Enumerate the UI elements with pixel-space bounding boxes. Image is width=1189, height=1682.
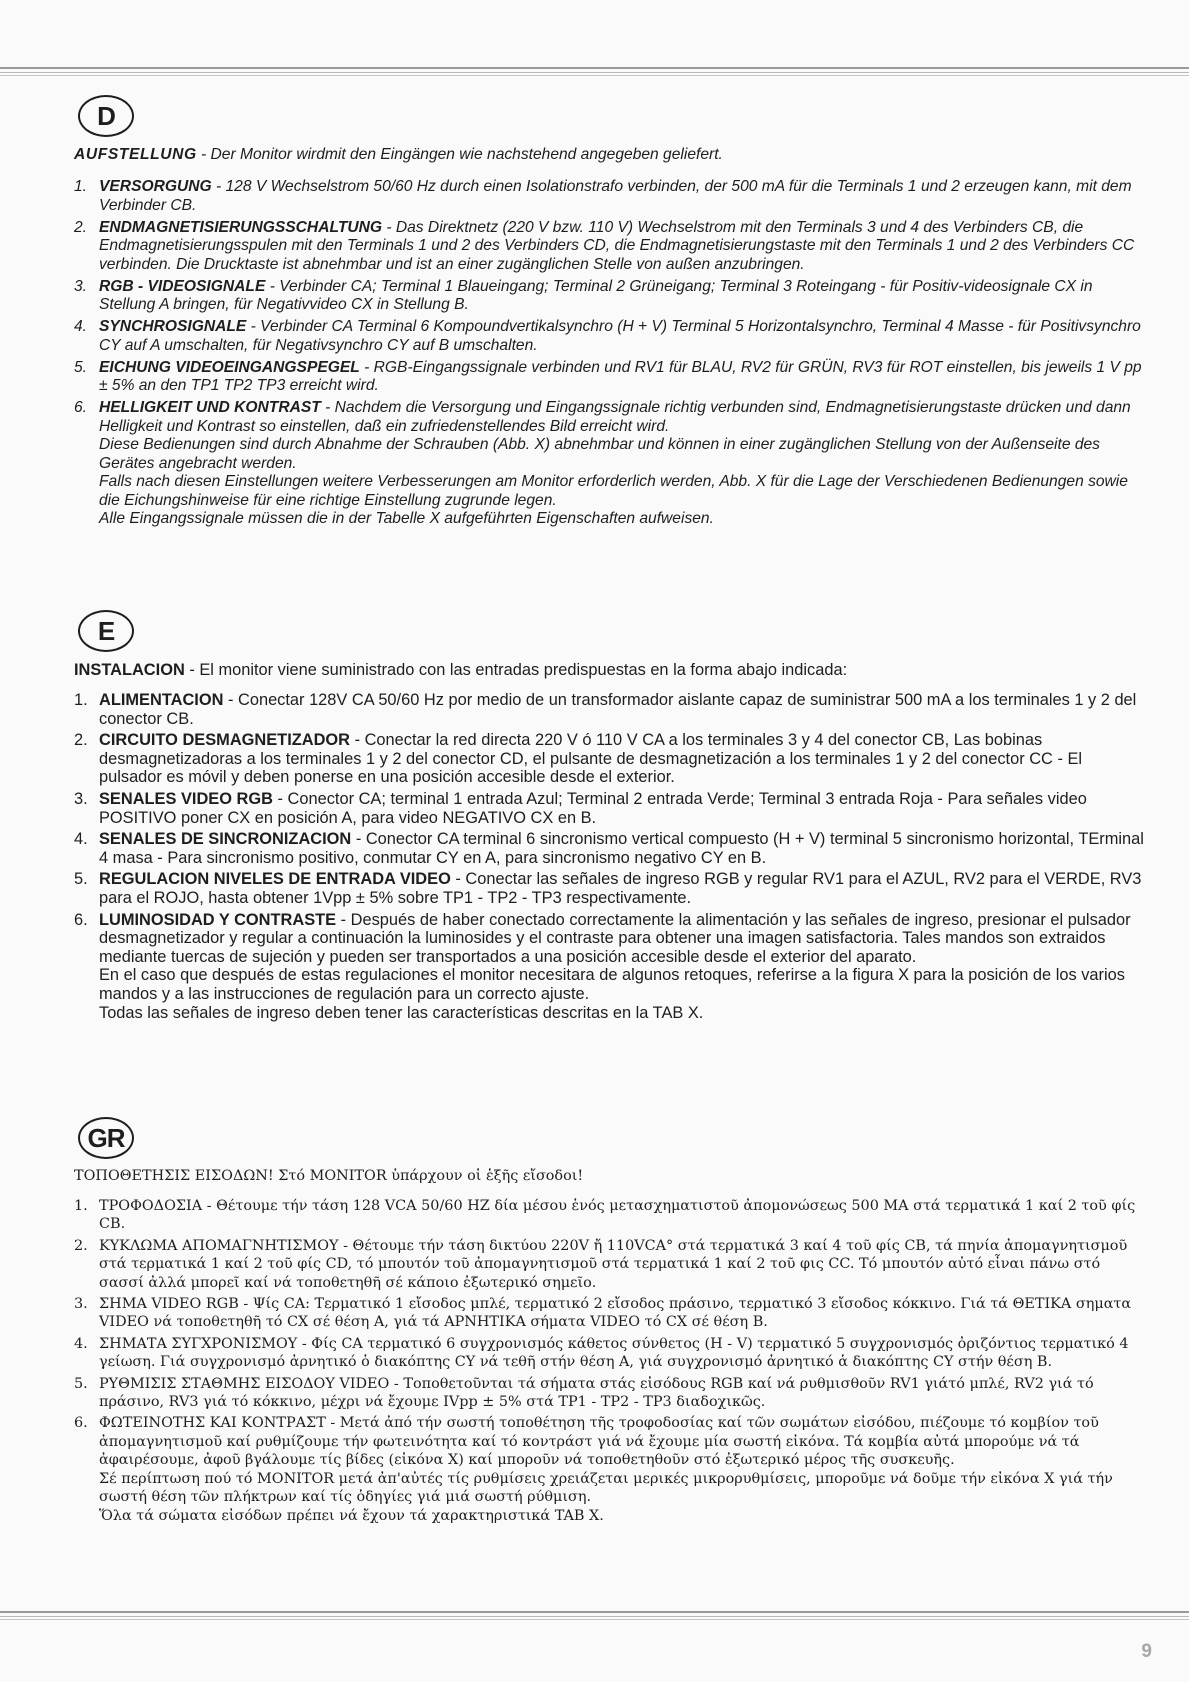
list-item: 3. RGB - VIDEOSIGNALE - Verbinder CA; Terminal 1 Blaueingang; Terminal 2 Grüneigang; Terminal 3 Roteingang - für Positiv-videosignale CX in Stellung A bringen, für Negativvideo CX in Stellung B. bbox=[74, 277, 1093, 313]
list-item: 5. ΡΥΘΜΙΣΙΣ ΣΤΑΘΜΗΣ ΕΙΣΟΔΟΥ VIDEO - Τοποθετοῦνται τά σήματα στάς εἰσόδους RGB καί νά ρυθμισθοῦν RV1 γιάτό μπλέ, RV2 γιά τό πράσινο, RV3 γιά τό κόκκινο, μέχρι νά ἔχουμε IVpp ± 5% στά TP1 - TP2 - TP3 διαδοχικῶς. bbox=[74, 1375, 1094, 1411]
instruction-list bbox=[74, 1197, 1146, 1528]
language-badge-gr: GR bbox=[78, 1117, 134, 1159]
list-item: 1. ALIMENTACION - Conectar 128V CA 50/60 Hz por medio de un transformador aislante capaz de suministrar 500 mA a los terminales 1 y 2 del conector CB. bbox=[74, 691, 1137, 728]
list-item: 6. HELLIGKEIT UND KONTRAST - Nachdem die Versorgung und Eingangssignale richtig verbunden sind, Endmagnetisierungstaste drücken und dann Helligkeit und Kontrast so einstellen, daß ein zufriedenstellendes Bild erreicht wird. Diese Bedienungen sind durch Abnahme der Schrauben (Abb. X) abnehmbar und können in einer zugänglichen Stellung von der Außenseite des Gerätes angebracht werden. Falls nach diesen Einstellungen weitere Verbesserungen am Monitor erforderlich werden, Abb. X für die Lage der Verschiedenen Bedienungen sowie die Eichungshinweise für eine richtige Einstellung zugrunde legen. Alle Eingangssignale müssen die in der Tabelle X aufgeführten Eigenschaften aufweisen. bbox=[74, 399, 1146, 529]
instruction-list bbox=[74, 691, 1146, 1025]
bottom-rule bbox=[0, 1611, 1189, 1620]
note-paragraph: Todas las señales de ingreso deben tener las características descritas en la TAB X. bbox=[99, 1003, 704, 1022]
language-badge-d: D bbox=[78, 95, 134, 137]
section-intro: AUFSTELLUNG - Der Monitor wirdmit den Eingängen wie nachstehend angegeben geliefert. bbox=[74, 146, 723, 163]
list-item: 4. SENALES DE SINCRONIZACION - Conector CA terminal 6 sincronismo vertical compuesto (H + V) terminal 5 sincronismo horizontal, TErminal 4 masa - Para sincronismo positivo, conmutar CY en A, para sincronismo negativo CY en B. bbox=[74, 830, 1144, 867]
list-item: 5. REGULACION NIVELES DE ENTRADA VIDEO - Conectar las señales de ingreso RGB y regular RV1 para el AZUL, RV2 para el VERDE, RV3 para el ROJO, hasta obtener 1Vpp ± 5% sobre TP1 - TP2 - TP3 respectivamente. bbox=[74, 870, 1142, 907]
list-item: 4. SYNCHROSIGNALE - Verbinder CA Terminal 6 Kompoundvertikalsynchro (H + V) Terminal 5 Horizontalsynchro, Terminal 4 Masse - für Positivsynchro CY auf A umschalten, für Negativsynchro CY auf B umschalten. bbox=[74, 318, 1141, 354]
note-paragraph: Alle Eingangssignale müssen die in der Tabelle X aufgeführten Eigenschaften aufweisen. bbox=[99, 510, 714, 527]
list-item: 2. ΚΥΚΛΩΜΑ ΑΠΟΜΑΓΝΗΤΙΣΜΟΥ - Θέτουμε τήν τάση δικτύου 220V ἤ 110VCA° στά τερματικά 3 καί 4 τοῦ φίς CB, τά πηνία ἀπομαγνητισμοῦ στά τερματικά 1 καί 2 τοῦ φίς CD, τό μπουτόν τοῦ ἀπομαγνητισμοῦ στά τερματικά 1 καί 2 τοῦ φις CC. Τό μπουτόν αὐτό εἶναι πάνω στό σασσί ἀλλά μπορεῖ καί νά τοποθετηθῆ σέ κάποιο ἐξωτερικό σημεῖο. bbox=[74, 1237, 1128, 1291]
list-item: 2. ENDMAGNETISIERUNGSSCHALTUNG - Das Direktnetz (220 V bzw. 110 V) Wechselstrom mit den Terminals 3 und 4 des Verbinders CB, die Endmagnetisierungsspulen mit den Terminals 1 und 2 des Verbinders CD, die Endmagnetisierungstaste mit den Terminals 1 und 2 des Verbinders CC verbinden. Die Drucktaste ist abnehmbar und ist an einer zugänglichen Stelle von außen anzubringen. bbox=[74, 218, 1135, 273]
list-item: 6. ΦΩΤΕΙΝΟΤΗΣ ΚΑΙ ΚΟΝΤΡΑΣΤ - Μετά ἀπό τήν σωστή τοποθέτηση τῆς τροφοδοσίας καί τῶν σωμάτων εἰσόδου, πιέζουμε τό κομβίον τοῦ ἀπομαγνητισμοῦ καί ρυθμίζουμε τήν φωτεινότητα καί τό κοντράστ γιά νά ἔχουμε μία σωστή εἰκόνα. Τά κομβία αὐτά μπορούμε νά τά ἀφαιρέσουμε, ἀφοῦ βγάλουμε τίς βίδες (εἰκόνα X) καί μποροῦν νά τοποθετηθοῦν στό ἐξωτερικό μέρος τῆς συσκευῆς. Σέ περίπτωση πού τό MONITOR μετά ἀπ'αὐτές τίς ρυθμίσεις χρειάζεται μερικές μικρορυθμίσεις, μποροῦμε νά δοῦμε τήν εἰκόνα X γιά τήν σωστή θέση τῶν πλήκτρων καί τίς ὁδηγίες γιά μιά σωστή ρύθμιση. Ὅλα τά σώματα εἰσόδων πρέπει νά ἔχουν τά χαρακτηριστικά TAB X. bbox=[74, 1414, 1146, 1524]
note-paragraph: Σέ περίπτωση πού τό MONITOR μετά ἀπ'αὐτές τίς ρυθμίσεις χρειάζεται μερικές μικρορυθμίσεις, μποροῦμε νά δοῦμε τήν εἰκόνα X γιά τήν σωστή θέση τῶν πλήκτρων καί τίς ὁδηγίες γιά μιά σωστή ρύθμιση. bbox=[99, 1470, 1113, 1506]
list-item: 4. ΣΗΜΑΤΑ ΣΥΓΧΡΟΝΙΣΜΟΥ - Φίς CA τερματικό 6 συγχρονισμός κάθετος σύνθετος (H - V) τερματικό 5 συγχρονισμός ὀριζόντιος τερματικό 4 γείωση. Γιά συγχρονισμό ἀρνητικό ὁ διακόπτης CY νά τεθῆ στήν θέση A, γιά συγχρονισμό ἀρνητικό ἁ διακόπτης CY στήν θέση B. bbox=[74, 1335, 1129, 1371]
list-item: 3. SENALES VIDEO RGB - Conector CA; terminal 1 entrada Azul; Terminal 2 entrada Verde; Terminal 3 entrada Roja - Para señales video POSITIVO poner CX en posición A, para video NEGATIVO CX en B. bbox=[74, 789, 1087, 827]
list-item: 1. ΤΡΟΦΟΔΟΣΙΑ - Θέτουμε τήν τάση 128 VCA 50/60 HZ δία μέσου ἑνός μετασχηματιστοῦ ἀπομονώσεως 500 MA στά τερματικά 1 καί 2 τοῦ φίς CB. bbox=[74, 1198, 1136, 1233]
note-paragraph: En el caso que después de estas regulaciones el monitor necesitara de algunos retoques, referirse a la figura X para la posición de los varios mandos y a las instrucciones de regulación para un correcto ajuste. bbox=[99, 966, 1125, 1003]
note-paragraph: Diese Bedienungen sind durch Abnahme der Schrauben (Abb. X) abnehmbar und können in einer zugänglichen Stellung von der Außenseite des Gerätes angebracht werden. bbox=[99, 436, 1100, 472]
top-rule bbox=[0, 67, 1189, 76]
list-item: 1. VERSORGUNG - 128 V Wechselstrom 50/60 Hz durch einen Isolationstrafo verbinden, der 500 mA für die Terminals 1 und 2 erzeugen kann, mit dem Verbinder CB. bbox=[74, 178, 1132, 214]
note-paragraph: Falls nach diesen Einstellungen weitere Verbesserungen am Monitor erforderlich werden, Abb. X für die Lage der Verschiedenen Bedienungen sowie die Eichungshinweise für eine richtige Einstellung zugrunde legen. bbox=[99, 473, 1128, 509]
list-item: 5. EICHUNG VIDEOEINGANGSPEGEL - RGB-Eingangssignale verbinden und RV1 für BLAU, RV2 für GRÜN, RV3 für ROT einstellen, bis jeweils 1 V pp ± 5% an den TP1 TP2 TP3 erreicht wird. bbox=[74, 358, 1142, 394]
list-item: 6. LUMINOSIDAD Y CONTRASTE - Después de haber conectado correctamente la alimentación y las señales de ingreso, presionar el pulsador desmagnetizador y regular a continuación la luminosides y el contraste para obtener una imagen satisfactoria. Tales mandos son extraidos mediante tuercas de sujeción y pueden ser transportados a una posición accesible desde el exterior del aparato. En el caso que después de estas regulaciones el monitor necesitara de algunos retoques, referirse a la figura X para la posición de los varios mandos y a las instrucciones de regulación para un correcto ajuste. Todas las señales de ingreso deben tener las características descritas en la TAB X. bbox=[74, 911, 1146, 1023]
language-badge-e: E bbox=[78, 610, 134, 652]
section-intro: INSTALACION - El monitor viene suministrado con las entradas predispuestas en la forma abajo indicada: bbox=[74, 661, 848, 679]
page-number: 9 bbox=[1141, 1641, 1152, 1662]
list-item: 3. ΣΗΜΑ VIDEO RGB - Ψίς CA: Τερματικό 1 εἴσοδος μπλέ, τερματικό 2 εἴσοδος πράσινο, τερματικό 3 εἴσοδος κόκκινο. Γιά τά ΘΕΤΙΚΑ σηματα VIDEO νά τοποθετηθῆ τό CX σέ θέση A, γιά τά ΑΡΝΗΤΙΚΑ σήματα VIDEO τό CX σέ θέση B. bbox=[74, 1296, 1132, 1331]
list-item: 2. CIRCUITO DESMAGNETIZADOR - Conectar la red directa 220 V ó 110 V CA a los terminales 3 y 4 del conector CB, Las bobinas desmagnetizadoras a los terminales 1 y 2 del conector CD, el pulsante de desmagnetización a los terminales 1 y 2 del conector CC - El pulsador es móvil y deben ponerse en una posición accesible desde el exterior. bbox=[74, 731, 1083, 787]
note-paragraph: Ὅλα τά σώματα εἰσόδων πρέπει νά ἔχουν τά χαρακτηριστικά TAB X. bbox=[99, 1507, 604, 1524]
section-intro: ΤΟΠΟΘΕΤΗΣΙΣ ΕΙΣΟΔΩΝ! Στό MONITOR ὑπάρχουν οἱ ἑξῆς εἴσοδοι! bbox=[74, 1168, 584, 1184]
instruction-list bbox=[74, 178, 1146, 532]
